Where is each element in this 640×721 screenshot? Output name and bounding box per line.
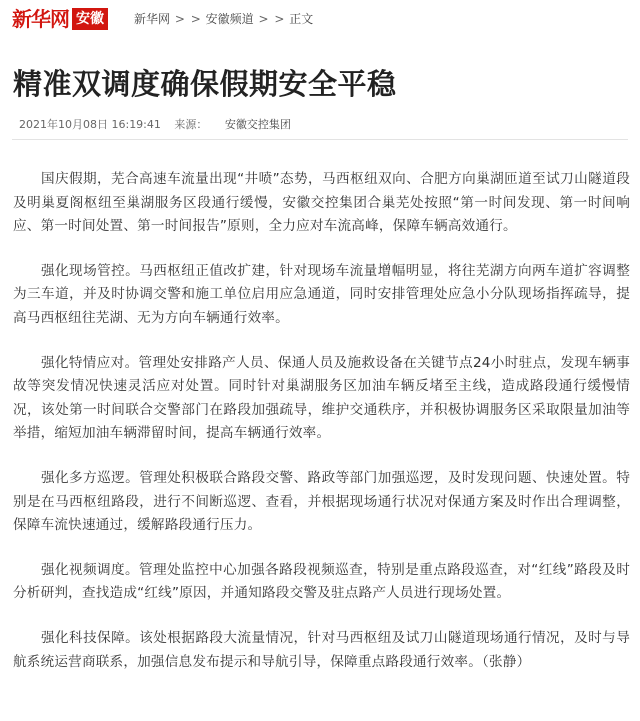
source-name: 安徽交控集团 (224, 118, 291, 131)
article-paragraph: 强化特情应对。管理处安排路产人员、保通人员及施救设备在关键节点24小时驻点，发现车辆事故等突发情况快速灵活应对处置。同时针对巢湖服务区加油车辆反堵至主线，造成路段通行缓慢情况，该处第一时间联合交警部门在路段加强疏导，维护交通秩序，并积极协调服务区采取限量加油等举措，缩短加油车辆滞留时间，提高车辆通行效率。 (13, 354, 630, 442)
title-divider (12, 139, 628, 140)
logo-region-badge: 安徽 (72, 8, 108, 30)
breadcrumb-separator: > (258, 12, 269, 26)
article-paragraph: 强化多方巡逻。管理处积极联合路段交警、路政等部门加强巡逻，及时发现问题、快速处置。特别是在马西枢纽路段，进行不间断巡逻、查看，并根据现场通行状况对保通方案及时作出合理调整，保障车流快速通过，缓解路段通行压力。 (13, 469, 630, 534)
article-paragraph: 强化科技保障。该处根据路段大流量情况，针对马西枢纽及试刀山隧道现场通行情况，及时与导航系统运营商联系，加强信息发布提示和导航引导，保障重点路段通行效率。（张静） (13, 629, 630, 670)
article-paragraph: 强化现场管控。马西枢纽正值改扩建，针对现场车流量增幅明显，将往芜湖方向两车道扩容调整为三车道，并及时协调交警和施工单位启用应急通道，同时安排管理处应急小分队现场指挥疏导，提高马西枢纽往芜湖、无为方向车辆通行效率。 (13, 262, 630, 326)
article-paragraph: 强化视频调度。管理处监控中心加强各路段视频巡查，特别是重点路段巡查，对“红线”路段及时分析研判，查找造成“红线”原因，并通知路段交警及驻点路产人员进行现场处置。 (13, 561, 630, 602)
breadcrumb (134, 10, 315, 27)
article-meta (19, 116, 291, 132)
breadcrumb-home-link[interactable]: 新华网 (134, 12, 171, 26)
site-logo[interactable] (12, 7, 108, 31)
breadcrumb-separator: > (190, 12, 201, 26)
breadcrumb-separator: > (274, 12, 285, 26)
source-label: 来源： (174, 118, 208, 131)
site-header (0, 0, 640, 36)
article-body (13, 168, 630, 695)
breadcrumb-separator: > (174, 12, 185, 26)
logo-main-text: 新华网 (12, 7, 69, 31)
breadcrumb-channel-link[interactable]: 安徽频道 (205, 12, 254, 26)
article-paragraph: 国庆假期，芜合高速车流量出现“井喷”态势，马西枢纽双向、合肥方向巢湖匝道至试刀山隧道段及明巢夏阁枢纽至巢湖服务区段通行缓慢，安徽交控集团合巢芜处按照“第一时间发现、第一时间响应、第一时间处置、第一时间报告”原则，全力应对车流高峰，保障车辆高效通行。 (13, 171, 630, 235)
breadcrumb-current: 正文 (289, 12, 314, 26)
publish-datetime: 2021年10月08日 16:19:41 (19, 118, 161, 131)
article-title: 精准双调度确保假期安全平稳 (13, 67, 397, 101)
